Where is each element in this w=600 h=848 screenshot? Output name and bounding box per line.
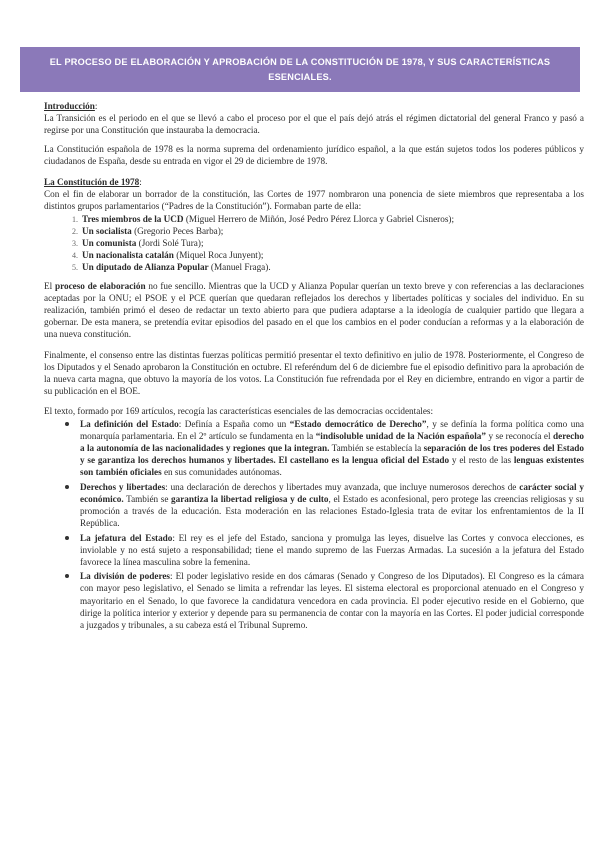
list-item: 1. Tres miembros de la UCD (Miguel Herrero de Miñón, José Pedro Pérez Llorca y Gabriel Cisneros);: [80, 213, 584, 225]
constitution-intro: Con el fin de elaborar un borrador de la constitución, las Cortes de 1977 nombraron una ponencia de siete miembros que representaba a los distintos grupos parlamentarios (“Padres de la Constitución”). Formaban parte de ella:: [44, 189, 584, 212]
bullet-icon: [65, 422, 69, 426]
approval-paragraph: Finalmente, el consenso entre las distintas fuerzas políticas permitió presentar el texto definitivo en julio de 1978. Posteriormente, el Congreso de los Diputados y el Senado aprobaron la Constitución en octubre. El referéndum del 6 de diciembre fue el episodio definitivo para la aprobación de la nueva carta magna, que obtuvo la mayoría de los votos. La Constitución fue refrendada por el Rey en diciembre, entrando en vigor a partir de su publicación en el BOE.: [44, 349, 584, 397]
list-item: 2. Un socialista (Gregorio Peces Barba);: [80, 225, 584, 237]
bullet-icon: [65, 574, 69, 578]
bullet-icon: [65, 485, 69, 489]
constitution-heading-line: [44, 176, 584, 188]
intro-heading: Introducción: [44, 101, 95, 111]
features-intro: El texto, formado por 169 artículos, recogía las características esenciales de las democracias occidentales:: [44, 406, 434, 417]
page-title: EL PROCESO DE ELABORACIÓN Y APROBACIÓN DE LA CONSTITUCIÓN DE 1978, Y SUS CARACTERÍSTICAS ESENCIALES.: [49, 56, 551, 82]
list-item: 5. Un diputado de Alianza Popular (Manuel Fraga).: [80, 261, 584, 273]
intro-paragraph-2: La Constitución española de 1978 es la norma suprema del ordenamiento jurídico español, a la que están sujetos todos los poderes públicos y ciudadanos de España, desde su entrada en vigor el 29 de diciembre de 1978.: [44, 143, 584, 166]
list-item: La jefatura del Estado: El rey es el jefe del Estado, sanciona y promulga las leyes, disuelve las Cortes y convoca elecciones, es inviolable y no está sujeto a responsabilidad; tiene el mando supremo de las Fuerzas Armadas. La sucesión a la jefatura del Estado favorece la línea masculina sobre la femenina.: [80, 532, 584, 569]
list-item: 4. Un nacionalista catalán (Miquel Roca Junyent);: [80, 249, 584, 261]
list-item: La definición del Estado: Definía a España como un “Estado democrático de Derecho”, y se definía la forma política como una monarquía parlamentaria. En el 2º artículo se fundamenta en la “indisoluble unidad de la Nación española” y se reconocía el derecho a la autonomía de las nacionalidades y regiones que la integran. También se establecía la separación de los tres poderes del Estado y se garantiza los derechos humanos y libertades. El castellano es la lengua oficial del Estado y el resto de las lenguas existentes son también oficiales en sus comunidades autónomas.: [80, 418, 584, 479]
title-banner: [20, 47, 580, 92]
list-item: Derechos y libertades: una declaración de derechos y libertades muy avanzada, que incluye numerosos derechos de carácter social y económico. También se garantiza la libertad religiosa y de culto, el Estado es aconfesional, pero protege las creencias religiosas y su promoción a través de la educación. Esta moderación en las relaciones Estado-Iglesia trata de evitar los enfrentamientos de la II República.: [80, 481, 584, 530]
intro-heading-suffix: :: [94, 101, 98, 111]
intro-paragraph-1: La Transición es el periodo en el que se llevó a cabo el proceso por el que el país dejó atrás el régimen dictatorial del general Franco y pasó a regirse por una Constitución que instauraba la democracia.: [44, 113, 584, 136]
features-list: [44, 418, 584, 631]
bullet-icon: [65, 536, 69, 540]
constitution-heading-suffix: :: [139, 177, 142, 188]
list-item: La división de poderes: El poder legislativo reside en dos cámaras (Senado y Congreso de los Diputados). El Congreso es la cámara con mayor peso legislativo, el Senado se limita a refrendar las leyes. El sistema electoral es proporcional atenuado en el Congreso y mayoritario en el Senado, lo que favorece la candidatura vencedora en cada provincia. El poder ejecutivo reside en el Gobierno, que dirige la política interior y exterior y depende para su permanencia de contar con la mayoría en las Cortes. El poder judicial corresponde a juzgados y tribunales, a su cabeza está el Tribunal Supremo.: [80, 570, 584, 631]
elaboration-paragraph: El proceso de elaboración no fue sencillo. Mientras que la UCD y Alianza Popular querían un texto breve y con referencias a las declaraciones aceptadas por la ONU; el PSOE y el PCE querían que quedaran reflejados los derechos y libertades políticas y sociales del individuo. En su realización, también primó el deseo de redactar un texto abierto para que pudiera adaptarse a la ideología de cualquier partido que llegara a gobernar. De esta manera, se pretendía evitar episodios del pasado en el que los cambios en el poder conducían a reformas y a la elaboración de una nueva constitución.: [44, 280, 585, 340]
document-body: [44, 100, 584, 633]
list-item: 3. Un comunista (Jordi Solé Tura);: [80, 237, 584, 249]
members-list: [44, 213, 584, 274]
intro-heading-line: [44, 100, 584, 112]
constitution-heading: La Constitución de 1978: [44, 177, 140, 188]
